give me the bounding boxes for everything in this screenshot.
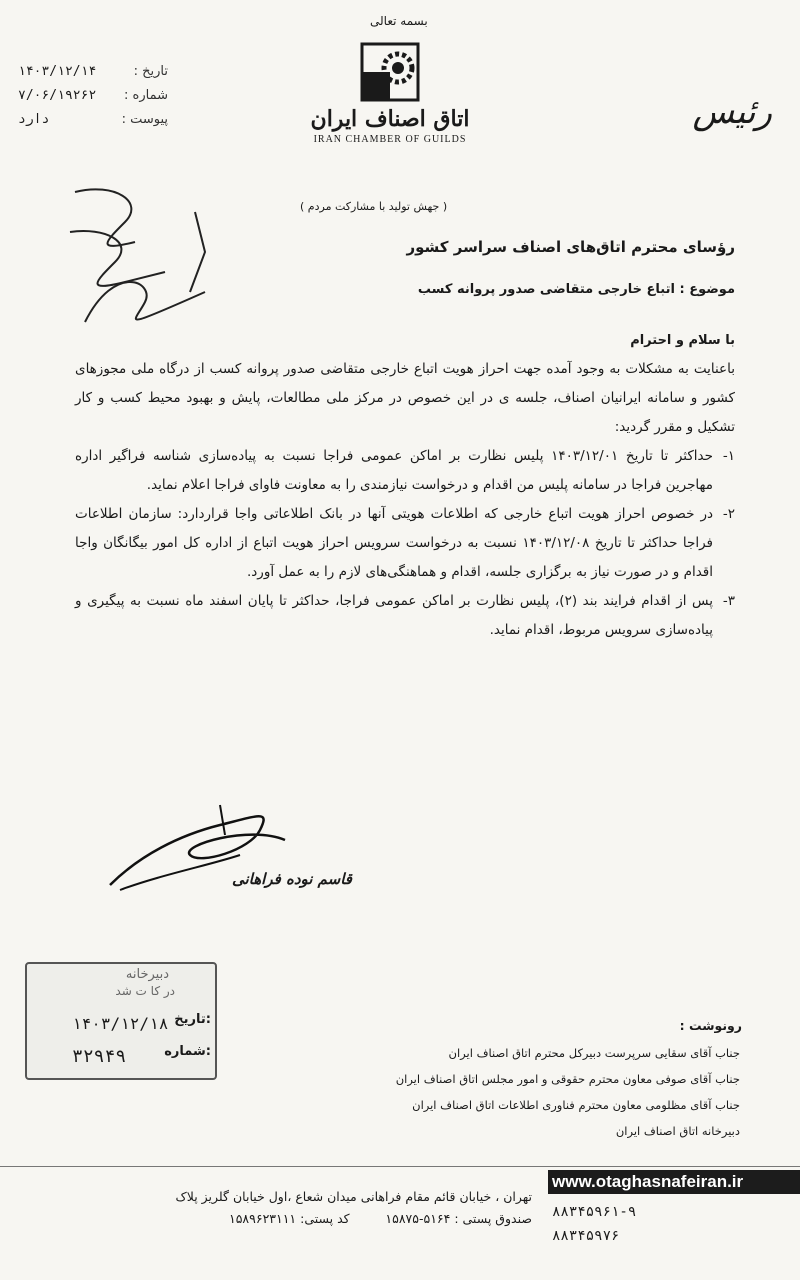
- cc-list: [396, 1040, 740, 1144]
- footer-website[interactable]: www.otaghasnafeiran.ir: [548, 1170, 800, 1194]
- recipient-line: رؤسای محترم اتاق‌های اصناف سراسر کشور: [406, 238, 735, 256]
- handwritten-note: رئیس: [692, 92, 772, 132]
- list-item-number: ۳-: [722, 593, 735, 609]
- footer-divider: [0, 1166, 800, 1167]
- footer-postal-row: [0, 1208, 532, 1230]
- org-logo-block: [305, 12, 475, 145]
- letter-body: [75, 355, 735, 645]
- footer-phone-1: ۸۸۳۴۵۹۶۱-۹: [552, 1204, 637, 1220]
- bismillah-text: بسمه تعالی: [370, 14, 428, 28]
- meta-number-row: [18, 84, 168, 108]
- list-item: [75, 442, 735, 500]
- stamp-number-value: ۳۲۹۴۹: [72, 1046, 127, 1067]
- footer-phone-2: ۸۸۳۴۵۹۷۶: [552, 1228, 620, 1244]
- meta-attachment-label: پیوست :: [121, 112, 168, 127]
- stamp-number-label: شماره:: [164, 1044, 211, 1059]
- handwritten-annotation: [55, 172, 245, 342]
- greeting-line: با سلام و احترام: [630, 333, 735, 348]
- stamp-date-label: تاریخ:: [174, 1012, 211, 1027]
- cc-line: جناب آقای مظلومی معاون محترم فناوری اطلاعات اتاق اصناف ایران: [412, 1098, 740, 1112]
- list-item-text: حداکثر تا تاریخ ۱۴۰۳/۱۲/۰۱ پلیس نظارت بر اماکن عمومی فراجا نسبت به پیاده‌سازی شناسه فراگیر اداره مهاجرین فراجا در سامانه پلیس من اقدام و درخواست نیازمندی را به معاونت فاوای فراجا اعلام نماید.: [75, 448, 713, 493]
- stamp-date-value: ۱۴۰۳/۱۲/۱۸: [72, 1014, 169, 1033]
- guild-gear-logo-icon: [360, 42, 420, 102]
- slogan-text: ( جهش تولید با مشارکت مردم ): [300, 200, 448, 213]
- intro-paragraph: باعنایت به مشکلات به وجود آمده جهت احراز هویت اتباع خارجی متقاضی صدور پروانه کسب از درگاه ملی مجوزهای کشور و سامانه ایرانیان اصناف، جلسه ی در این خصوص در مرکز ملی مطالعات، پایش و بهبود محیط کسب و کار تشکیل و مقرر گردید:: [75, 361, 735, 435]
- list-item: [75, 587, 735, 645]
- list-item-text: پس از اقدام فرایند بند (۲)، پلیس نظارت بر اماکن عمومی فراجا، حداکثر تا پایان اسفند ماه نسبت به پیگیری و پیاده‌سازی سرویس مربوط، اقدام نماید.: [75, 593, 713, 638]
- registry-stamp: [25, 962, 217, 1080]
- list-item: [75, 500, 735, 587]
- letter-meta: [18, 60, 168, 132]
- cc-line: جناب آقای صوفی معاون محترم حقوقی و امور مجلس اتاق اصناف ایران: [395, 1072, 740, 1086]
- footer-address: تهران ، خیابان قائم مقام فراهانی میدان شعاع ،اول خیابان گلریز پلاک: [175, 1189, 532, 1204]
- signer-name: قاسم نوده فراهانی: [232, 870, 352, 888]
- meta-number-label: شماره :: [124, 88, 168, 103]
- signature-icon: [100, 795, 300, 905]
- footer-phones: [552, 1200, 636, 1248]
- list-item-number: ۱-: [722, 448, 735, 464]
- org-name-fa: اتاق اصناف ایران: [310, 106, 470, 132]
- subject-line: موضوع : اتباع خارجی متقاضی صدور پروانه کسب: [417, 282, 735, 297]
- org-name-en: IRAN CHAMBER OF GUILDS: [313, 134, 467, 145]
- meta-date-value: ۱۴۰۳/۱۲/۱۴: [18, 64, 97, 79]
- meta-date-row: [18, 60, 168, 84]
- meta-attachment-value: دارد: [18, 112, 50, 127]
- list-item-text: در خصوص احراز هویت اتباع خارجی که اطلاعات هویتی آنها در بانک اطلاعاتی واجا قراردارد: سازمان اطلاعات فراجا حداکثر تا تاریخ ۱۴۰۳/۱۲/۰۸ نسبت به درخواست سرویس احراز هویت اتباع از اداره کل امور بیگانگان واجا اقدام و در صورت نیاز به برگزاری جلسه، اقدام و هماهنگی‌های لازم را به عمل آورد.: [75, 506, 714, 580]
- cc-line: دبیرخانه اتاق اصناف ایران: [615, 1124, 740, 1138]
- meta-number-value: ۷/۰۶/۱۹۲۶۲: [18, 88, 97, 103]
- meta-attachment-row: [18, 108, 168, 132]
- stamp-subtitle: در کا ت شد: [115, 984, 175, 998]
- cc-line: جناب آقای سقایی سرپرست دبیرکل محترم اتاق اصناف ایران: [448, 1046, 740, 1060]
- footer-po-box: صندوق پستی : ۵۱۶۴-۱۵۸۷۵: [385, 1211, 532, 1226]
- cc-title: رونوشت :: [679, 1018, 742, 1033]
- footer-address-block: [0, 1186, 532, 1230]
- list-item-number: ۲-: [722, 506, 735, 522]
- footer-postal-code: کد پستی: ۱۵۸۹۶۲۳۱۱۱: [229, 1211, 350, 1226]
- stamp-title: دبیرخانه: [125, 967, 169, 982]
- meta-date-label: تاریخ :: [133, 64, 168, 79]
